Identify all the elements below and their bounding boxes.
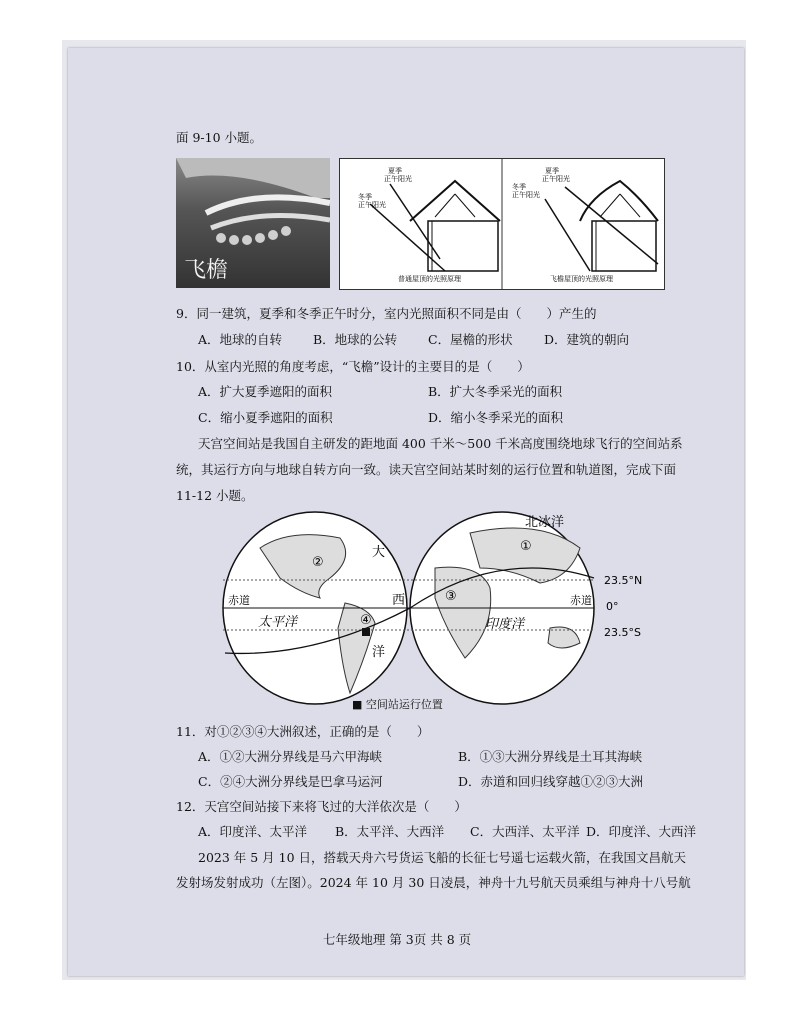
summer-label-right: 夏季	[545, 167, 559, 175]
normal-roof-caption: 普通屋顶的光照原理	[398, 275, 461, 283]
world-map-orbit	[220, 508, 650, 708]
continent-1-label: ①	[520, 539, 532, 554]
equator-label-left: 赤道	[228, 594, 250, 607]
continent-2-label: ②	[312, 555, 324, 570]
passage1-line3: 11-12 小题。	[176, 488, 254, 503]
equator-degree-label: 0°	[606, 600, 619, 613]
q12-option-a[interactable]: A．印度洋、太平洋	[198, 824, 308, 839]
passage2-line1: 2023 年 5 月 10 日，搭载天舟六号货运飞船的长征七号遥七运载火箭，在我国文昌航天	[198, 850, 687, 865]
normal-roof-panel	[358, 166, 500, 283]
indian-ocean-label: 印度洋	[485, 617, 525, 632]
tropic-s-label: 23.5°S	[604, 626, 641, 639]
svg-text:正午阳光: 正午阳光	[512, 191, 540, 199]
q9-option-b[interactable]: B．地球的公转	[313, 332, 398, 347]
q10-option-d[interactable]: D．缩小冬季采光的面积	[428, 410, 564, 425]
equator-label-right: 赤道	[570, 594, 592, 607]
passage1-line1: 天宫空间站是我国自主研发的距地面 400 千米～500 千米高度围绕地球飞行的空间站系	[198, 436, 683, 451]
q10-option-c[interactable]: C．缩小夏季遮阳的面积	[198, 410, 333, 425]
atlantic-label-da: 大	[372, 545, 386, 560]
eave-photo	[176, 158, 330, 288]
roof-light-diagram	[339, 158, 665, 290]
intro-text: 面 9-10 小题。	[176, 130, 263, 145]
photo-label: 飞檐	[184, 258, 229, 283]
atlantic-label-xi: 西	[392, 593, 406, 608]
winter-label-left: 冬季	[358, 193, 372, 201]
passage2-line2: 发射场发射成功（左图）。2024 年 10 月 30 日凌晨，神舟十九号航天员乘组与神舟十八号航	[176, 875, 691, 890]
q11-option-c[interactable]: C．②④大洲分界线是巴拿马运河	[198, 774, 383, 789]
space-station-marker	[362, 628, 370, 636]
q12-option-d[interactable]: D．印度洋、大西洋	[586, 824, 697, 839]
svg-text:正午阳光: 正午阳光	[358, 201, 386, 209]
q9-option-c[interactable]: C．屋檐的形状	[428, 332, 513, 347]
tropic-n-label: 23.5°N	[604, 574, 643, 587]
q12-stem: 12．天宫空间站接下来将飞过的大洋依次是（ ）	[176, 799, 467, 814]
q10-option-b[interactable]: B．扩大冬季采光的面积	[428, 384, 563, 399]
svg-text:正午阳光: 正午阳光	[384, 175, 412, 183]
arctic-ocean-label: 北冰洋	[525, 515, 565, 530]
q12-option-c[interactable]: C．大西洋、太平洋	[470, 824, 580, 839]
q9-stem: 9．同一建筑，夏季和冬季正午时分，室内光照面积不同是由（ ）产生的	[176, 306, 597, 321]
flying-eave-panel	[512, 166, 658, 283]
summer-label-left: 夏季	[388, 167, 402, 175]
q11-stem: 11．对①②③④大洲叙述，正确的是（ ）	[176, 724, 430, 739]
pacific-label: 太平洋	[258, 615, 298, 630]
page-footer: 七年级地理 第 3页 共 8 页	[322, 932, 472, 947]
q12-option-b[interactable]: B．太平洋、大西洋	[335, 824, 445, 839]
q11-option-d[interactable]: D．赤道和回归线穿越①②③大洲	[458, 774, 644, 789]
q9-option-a[interactable]: A．地球的自转	[198, 332, 283, 347]
q10-stem: 10．从室内光照的角度考虑，“飞檐”设计的主要目的是（ ）	[176, 359, 530, 374]
q10-option-a[interactable]: A．扩大夏季遮阳的面积	[198, 384, 333, 399]
map-legend: ■ 空间站运行位置	[352, 698, 443, 711]
q11-option-a[interactable]: A．①②大洲分界线是马六甲海峡	[198, 749, 383, 764]
flying-eave-caption: 飞檐屋顶的光照原理	[550, 275, 613, 283]
q9-option-d[interactable]: D．建筑的朝向	[544, 332, 630, 347]
passage1-line2: 统，其运行方向与地球自转方向一致。读天宫空间站某时刻的运行位置和轨道图，完成下面	[176, 462, 677, 477]
winter-label-right: 冬季	[512, 183, 526, 191]
atlantic-label-yang: 洋	[372, 645, 386, 660]
continent-4-label: ④	[360, 613, 372, 628]
continent-3-label: ③	[445, 589, 457, 604]
q11-option-b[interactable]: B．①③大洲分界线是土耳其海峡	[458, 749, 643, 764]
svg-text:正午阳光: 正午阳光	[542, 175, 570, 183]
